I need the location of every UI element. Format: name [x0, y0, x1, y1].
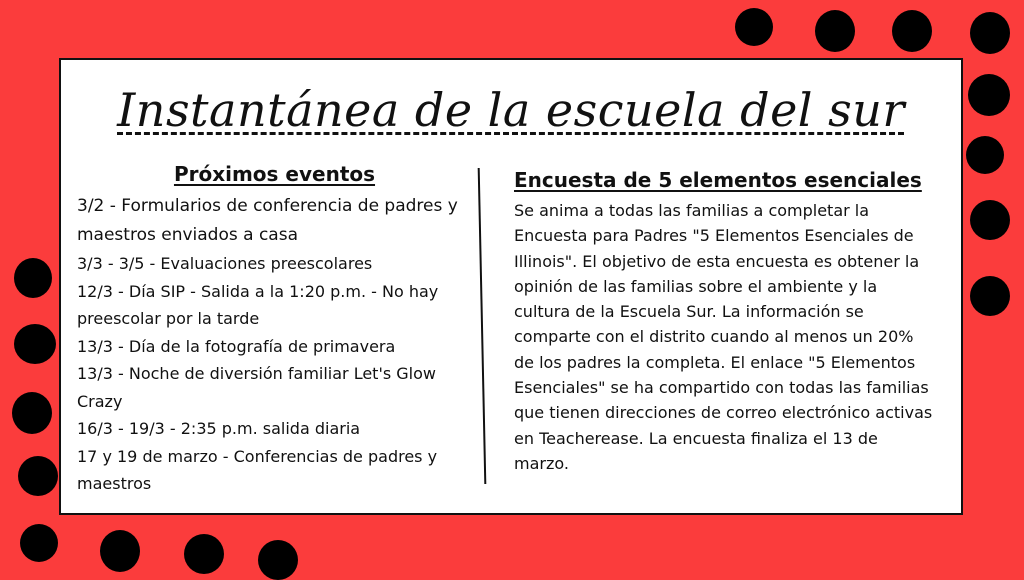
polka-dot: [735, 8, 773, 46]
survey-section: [514, 166, 934, 476]
polka-dot: [970, 276, 1010, 316]
polka-dot: [970, 12, 1010, 54]
polka-dot: [100, 530, 140, 572]
polka-dot: [18, 456, 58, 496]
survey-heading: Encuesta de 5 elementos esenciales: [514, 168, 922, 192]
event-item: 3/2 - Formularios de conferencia de padres y maestros enviados a casa: [77, 196, 458, 245]
column-divider: [478, 168, 487, 484]
polka-dot: [892, 10, 932, 52]
survey-body: Se anima a todas las familias a completar la Encuesta para Padres "5 Elementos Esenciales de Illinois". El objetivo de esta encuesta es obtener la opinión de las familias sobre el ambiente y la cultura de la Escuela Sur. La información se comparte con el distrito cuando al menos un 20% de los padres la completa. El enlace "5 Elementos Esenciales" se ha compartido con todas las familias que tienen direcciones de correo electrónico activas en Teacherease. La encuesta finaliza el 13 de marzo.: [514, 201, 933, 473]
upcoming-events-heading: Próximos eventos: [173, 162, 376, 186]
polka-dot: [815, 10, 855, 52]
polka-dot: [258, 540, 298, 580]
polka-dot: [14, 324, 56, 364]
event-item: 12/3 - Día SIP - Salida a la 1:20 p.m. - No hay preescolar por la tarde: [77, 281, 439, 328]
event-item: 3/3 - 3/5 - Evaluaciones preescolares: [77, 254, 373, 273]
event-item: 13/3 - Día de la fotografía de primavera: [77, 336, 396, 356]
event-item: 16/3 - 19/3 - 2:35 p.m. salida diaria: [77, 419, 361, 438]
polka-dot: [970, 200, 1010, 240]
polka-dot: [14, 258, 52, 298]
event-item: 17 y 19 de marzo - Conferencias de padres y maestros: [77, 446, 438, 493]
newsletter-card: [59, 58, 963, 515]
event-item: 13/3 - Noche de diversión familiar Let's Glow Crazy: [77, 364, 436, 411]
page-title: Instantánea de la escuela del sur: [117, 83, 905, 137]
upcoming-events-section: [77, 160, 472, 498]
polka-dot: [184, 534, 224, 574]
polka-dot: [968, 74, 1010, 116]
polka-dot: [20, 524, 58, 562]
polka-dot: [12, 392, 52, 434]
polka-dot: [966, 136, 1004, 174]
